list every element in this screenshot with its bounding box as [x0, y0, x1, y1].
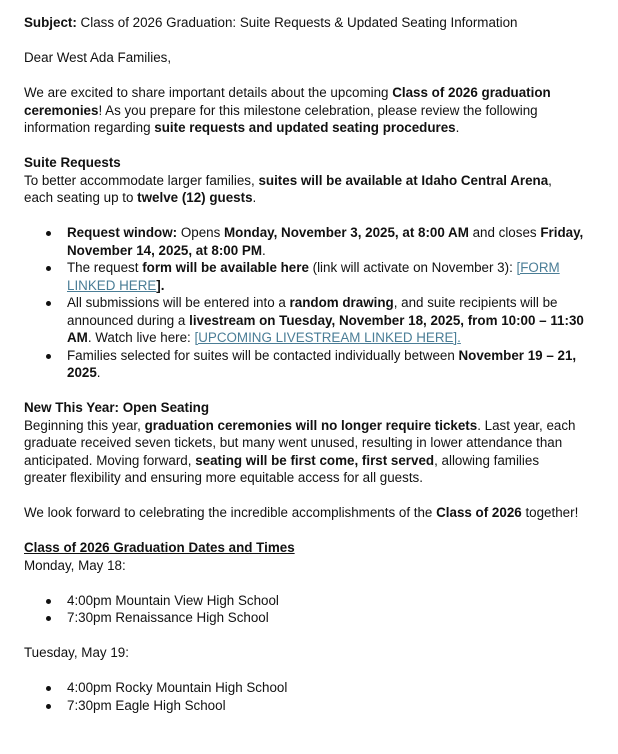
subject-line — [24, 14, 584, 32]
open-seating-heading: New This Year: Open Seating — [24, 400, 210, 415]
day1-list — [24, 592, 584, 627]
email-body — [24, 14, 584, 714]
list-item: 4:00pm Mountain View High School — [24, 592, 584, 610]
list-item: 7:30pm Renaissance High School — [24, 609, 584, 627]
livestream-link[interactable]: [UPCOMING LIVESTREAM LINKED HERE] — [194, 330, 458, 345]
list-item: Families selected for suites will be contacted individually between November 19 – 21, 2025. — [24, 347, 584, 382]
subject-text: Class of 2026 Graduation: Suite Requests & Updated Seating Information — [76, 15, 518, 30]
open-seating-paragraph: Beginning this year, graduation ceremonies will no longer require tickets. Last year, each graduate received seven tickets, but many went unused, resulting in lower attendance than anticipated. Moving forward, seating will be first come, first served, allowing families greater flexibility and ensuring more equitable access for all guests. — [24, 417, 576, 485]
greeting: Dear West Ada Families, — [24, 50, 172, 65]
subject-label: Subject: — [24, 15, 77, 30]
dates-heading: Class of 2026 Graduation Dates and Times — [24, 540, 295, 555]
suite-requests-paragraph: To better accommodate larger families, suites will be available at Idaho Central Arena, each seating up to twelve (12) guests. — [24, 172, 552, 205]
list-item: 4:00pm Rocky Mountain High School — [24, 679, 584, 697]
closing-paragraph: We look forward to celebrating the incredible accomplishments of the Class of 2026 together! — [24, 505, 579, 520]
list-item: The request form will be available here (link will activate on November 3): [FORM LINKED HERE]. — [24, 259, 584, 294]
suite-requests-heading: Suite Requests — [24, 155, 121, 170]
list-item: 7:30pm Eagle High School — [24, 697, 584, 715]
list-item: All submissions will be entered into a random drawing, and suite recipients will be announced during a livestream on Tuesday, November 18, 2025, from 10:00 – 11:30 AM. Watch live here: [UPCOMING LIVESTREAM LINKED HERE]. — [24, 294, 584, 347]
day1-label: Monday, May 18: — [24, 557, 126, 573]
suite-bullet-list — [24, 224, 584, 382]
form-link[interactable]: [FORM LINKED HERE — [67, 260, 560, 293]
list-item: Request window: Opens Monday, November 3, 2025, at 8:00 AM and closes Friday, November 14, 2025, at 8:00 PM. — [24, 224, 584, 259]
day2-list — [24, 679, 584, 714]
intro-paragraph: We are excited to share important details about the upcoming Class of 2026 graduation ceremonies! As you prepare for this milestone celebration, please review the following information regarding suite requests and updated seating procedures. — [24, 85, 551, 135]
day2-label: Tuesday, May 19: — [24, 645, 129, 660]
